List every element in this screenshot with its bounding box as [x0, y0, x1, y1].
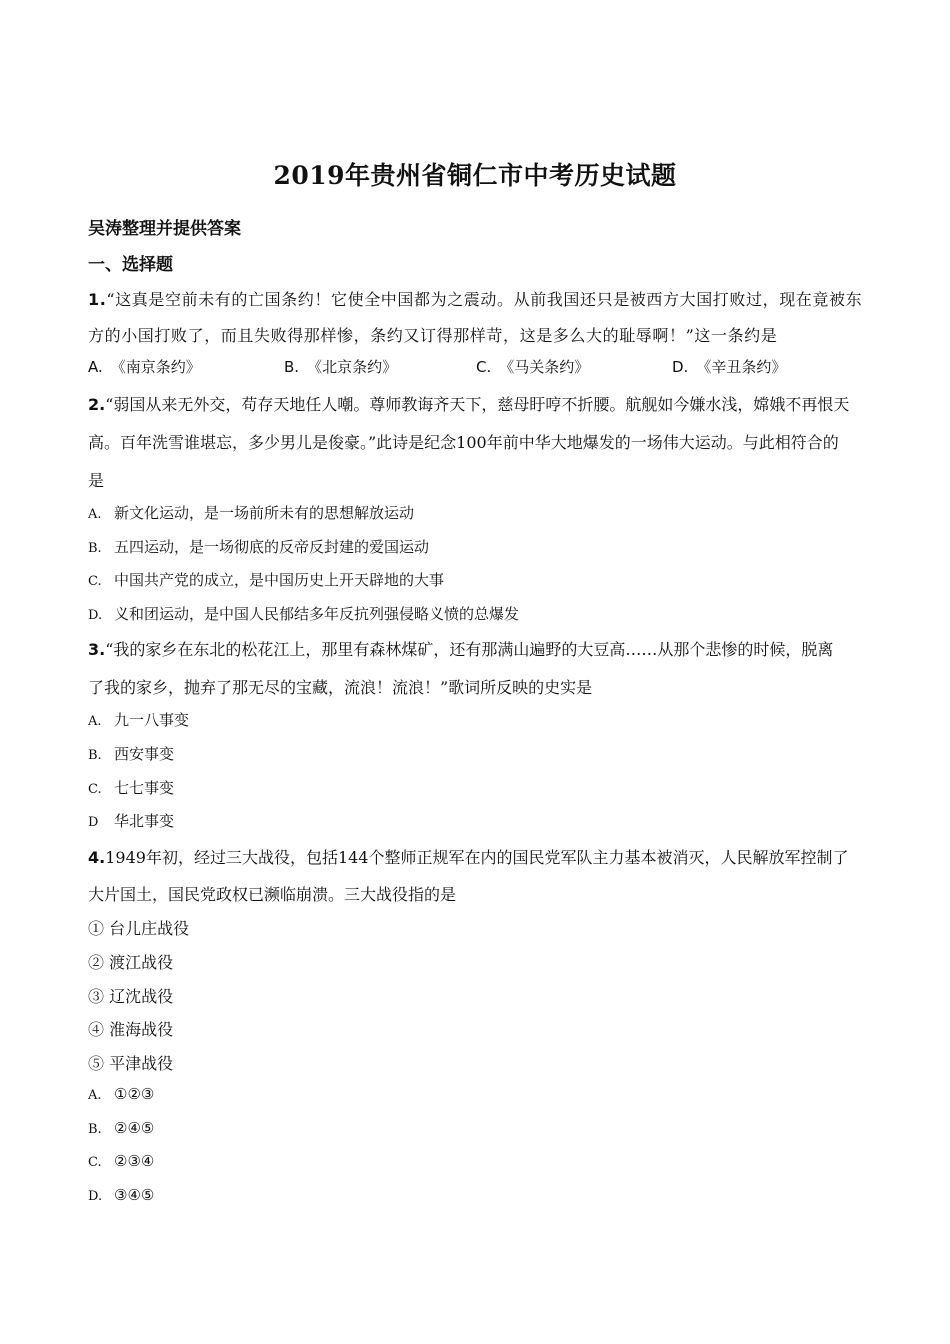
question-4-item-1: ① 台儿庄战役: [88, 919, 190, 938]
question-3-option-a: A. 九一八事变: [88, 711, 190, 729]
question-3-line-1: 3.“我的家乡在东北的松花江上，那里有森林煤矿，还有那满山遍野的大豆高……从那个悲惨的时候，脱离: [88, 640, 834, 659]
page-title: 2019年贵州省铜仁市中考历史试题: [273, 161, 677, 190]
question-3-option-b: B. 西安事变: [88, 745, 175, 763]
question-2-option-b: B. 五四运动，是一场彻底的反帝反封建的爱国运动: [88, 538, 430, 556]
question-4-number: 4.: [88, 848, 106, 867]
question-1-option-d: D. 《辛丑条约》: [672, 358, 787, 376]
question-3-option-d: D 华北事变: [88, 812, 175, 830]
question-4-item-3: ③ 辽沈战役: [88, 987, 174, 1006]
question-3-option-c: C. 七七事变: [88, 779, 175, 797]
question-2-option-a: A. 新文化运动，是一场前所未有的思想解放运动: [88, 504, 415, 522]
question-3-line-2: 了我的家乡，抛弃了那无尽的宝藏，流浪！流浪！”歌词所反映的史实是: [88, 678, 593, 697]
question-4-option-a: A. ①②③: [88, 1085, 155, 1103]
question-1-line-2: 方的小国打败了，而且失败得那样惨，条约又订得那样苛，这是多么大的耻辱啊！”这一条约是: [88, 326, 778, 345]
question-2-option-d: D. 义和团运动，是中国人民郁结多年反抗列强侵略义愤的总爆发: [88, 605, 520, 623]
question-1-option-c: C. 《马关条约》: [476, 358, 590, 376]
question-2-line-1: 2.“弱国从来无外交，苟存天地任人嘲。尊师教诲齐天下，慈母盱哼不折腰。航舰如今嫌水浅，嫦娥不再恨天: [88, 395, 850, 414]
section-heading: 一、选择题: [88, 255, 173, 275]
question-3-number: 3.: [88, 640, 106, 659]
question-4-line-2: 大片国土，国民党政权已濒临崩溃。三大战役指的是: [88, 885, 457, 904]
question-4-option-b: B. ②④⑤: [88, 1119, 155, 1137]
question-1-line-1: 1.“这真是空前未有的亡国条约！它使全中国都为之震动。从前我国还只是被西方大国打败过，现在竟被东: [88, 290, 863, 309]
question-2-line-2: 高。百年洗雪谁堪忘，多少男儿是俊豪。”此诗是纪念100年前中华大地爆发的一场伟大运动。与此相符合的: [88, 433, 839, 452]
question-4-item-4: ④ 淮海战役: [88, 1020, 174, 1039]
author-line: 吴涛整理并提供答案: [88, 219, 241, 239]
question-2-number: 2.: [88, 395, 106, 414]
question-4-item-2: ② 渡江战役: [88, 953, 174, 972]
question-1-number: 1.: [88, 290, 107, 309]
question-4-option-c: C. ②③④: [88, 1152, 155, 1170]
question-1-option-a: A. 《南京条约》: [88, 358, 201, 376]
question-2-option-c: C. 中国共产党的成立，是中国历史上开天辟地的大事: [88, 571, 445, 589]
question-1-option-b: B. 《北京条约》: [284, 358, 398, 376]
question-4-option-d: D. ③④⑤: [88, 1186, 155, 1204]
question-4-line-1: 4.1949年初，经过三大战役，包括144个整师正规军在内的国民党军队主力基本被消灭，人民解放军控制了: [88, 848, 849, 867]
question-4-item-5: ⑤ 平津战役: [88, 1054, 174, 1073]
question-2-line-3: 是: [88, 471, 105, 490]
